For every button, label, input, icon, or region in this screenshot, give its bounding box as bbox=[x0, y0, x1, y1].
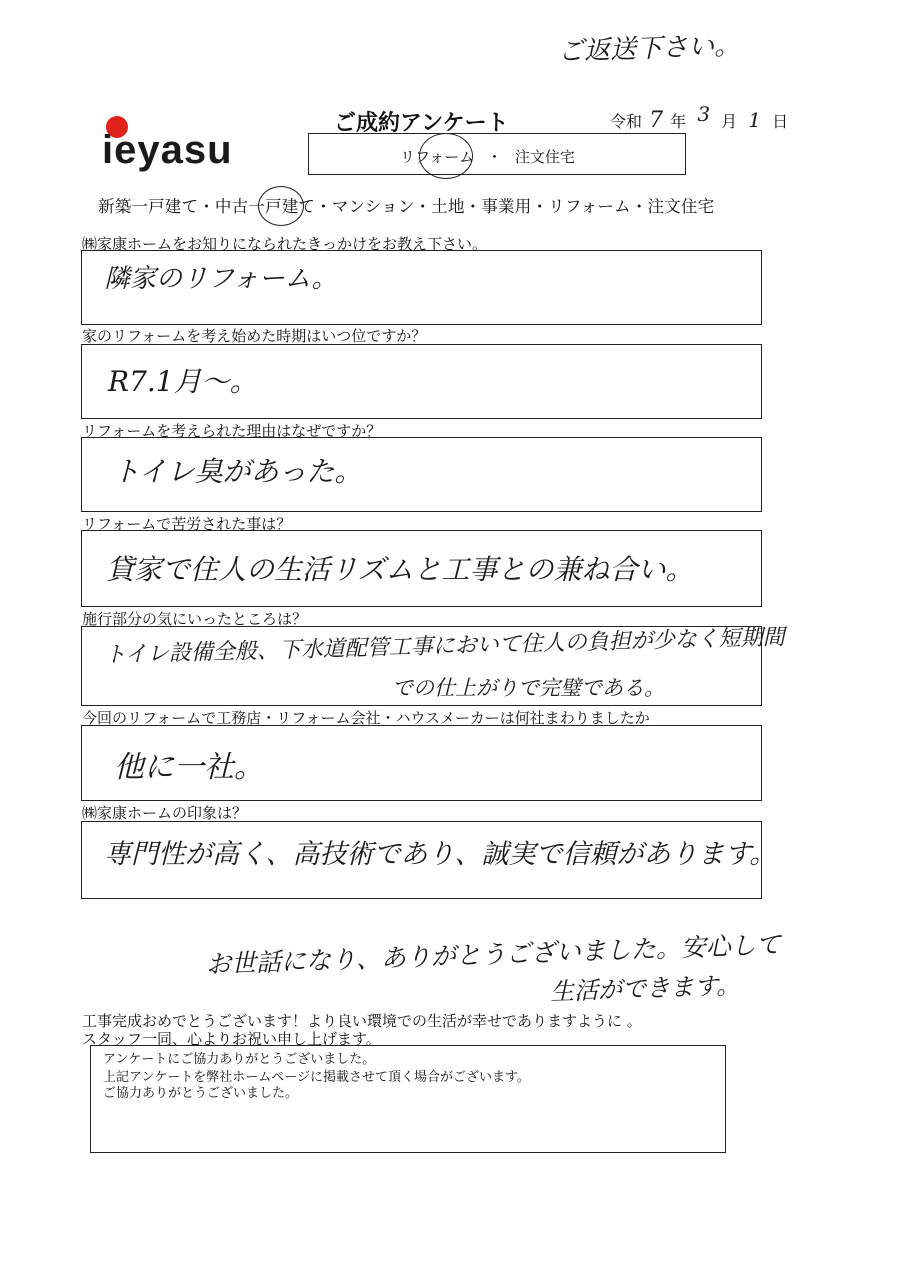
question-label: 今回のリフォームで工務店・リフォーム会社・ハウスメーカーは何社まわりましたか bbox=[82, 709, 650, 727]
date-month-unit: 月 bbox=[721, 112, 738, 131]
question-label: 施行部分の気にいったところは？ bbox=[82, 610, 308, 628]
closing-note: お世話になり、ありがとうございました。安心して bbox=[205, 929, 782, 979]
category-reform: リフォーム bbox=[400, 148, 475, 166]
date-day: 1 bbox=[748, 108, 761, 132]
answer-text: トイレ設備全般、下水道配管工事において住人の負担が少なく短期間 bbox=[103, 625, 786, 668]
answer-text: R7.1月～。 bbox=[108, 365, 258, 398]
closing-note: 生活ができます。 bbox=[549, 971, 741, 1006]
date-day-unit: 日 bbox=[772, 112, 789, 131]
question-label: 家のリフォームを考え始めた時期はいつ位ですか？ bbox=[82, 327, 427, 345]
company-logo: ieyasu bbox=[102, 128, 233, 172]
question-label: リフォームで苦労された事は？ bbox=[82, 515, 292, 533]
date-year: 7 bbox=[649, 108, 664, 133]
answer-text: 貸家で住人の生活リズムと工事との兼ね合い。 bbox=[106, 553, 694, 586]
question-label: リフォームを考えられた理由はなぜですか？ bbox=[82, 422, 382, 440]
question-label: ㈱家康ホームの印象は？ bbox=[82, 804, 248, 822]
date-month: 3 bbox=[697, 102, 711, 126]
category-separator: ・ bbox=[487, 148, 503, 166]
notice-text: 上記アンケートを弊社ホームページに掲載させて頂く場合がございます。 bbox=[103, 1070, 530, 1085]
selection-circle-icon bbox=[419, 133, 473, 179]
property-types: 新築一戸建て・中古一戸建て・マンション・土地・事業用・リフォーム・注文住宅 bbox=[98, 197, 715, 216]
answer-text: 他に一社。 bbox=[114, 750, 264, 785]
answer-text: トイレ臭があった。 bbox=[112, 455, 363, 488]
notice-text: アンケートにご協力ありがとうございました。 bbox=[103, 1052, 376, 1067]
answer-text: 専門性が高く、高技術であり、誠実で信頼があります。 bbox=[104, 839, 777, 870]
question-label: ㈱家康ホームをお知りになられたきっかけをお教え下さい。 bbox=[82, 235, 488, 253]
selection-circle-icon bbox=[258, 186, 304, 226]
date-year-unit: 年 bbox=[670, 112, 687, 131]
answer-text: での仕上がりで完璧である。 bbox=[392, 676, 665, 700]
notice-text: ご協力ありがとうございました。 bbox=[103, 1086, 299, 1101]
date-field bbox=[610, 102, 789, 133]
congrats-message: 工事完成おめでとうございます！より良い環境での生活が幸せでありますように 。 bbox=[82, 1012, 642, 1030]
answer-text: 隣家のリフォーム。 bbox=[104, 264, 338, 294]
page-title: ご成約アンケート bbox=[334, 111, 509, 136]
category-custom-home: 注文住宅 bbox=[514, 148, 575, 166]
congrats-message: スタッフ一同、心よりお祝い申し上げます。 bbox=[82, 1030, 381, 1048]
date-era: 令和 bbox=[610, 112, 643, 131]
return-note: ご返送下さい。 bbox=[557, 30, 741, 68]
